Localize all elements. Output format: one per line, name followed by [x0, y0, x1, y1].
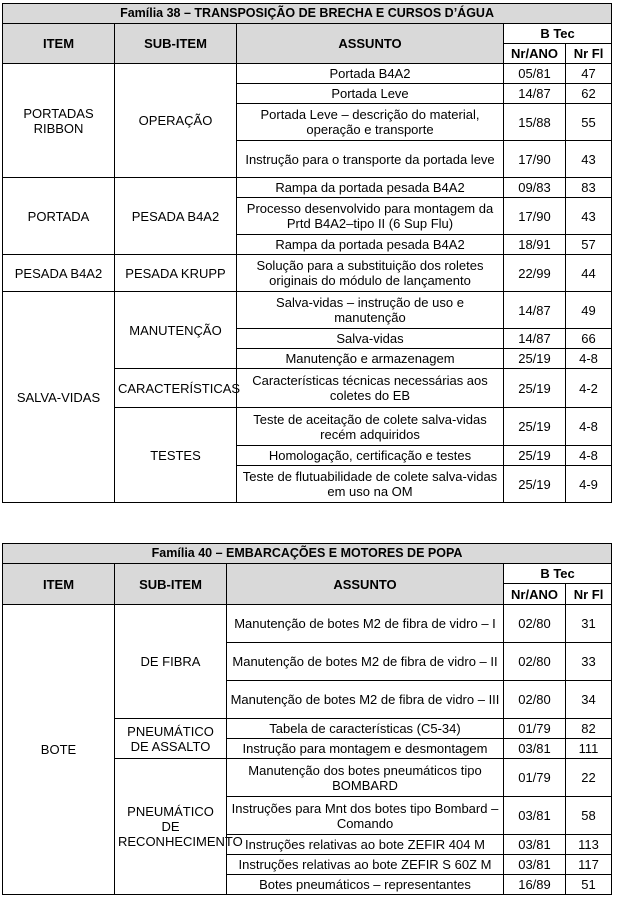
nrano-cell: 17/90 [504, 141, 566, 178]
nrano-cell: 15/88 [504, 104, 566, 141]
nrano-cell: 14/87 [504, 329, 566, 349]
subitem-cell: CARACTERÍSTICAS [115, 369, 237, 408]
assunto-cell: Botes pneumáticos – representantes [227, 875, 504, 895]
nrano-cell: 01/79 [504, 759, 566, 797]
nrano-cell: 25/19 [504, 369, 566, 408]
subitem-cell: PNEUMÁTICO DE ASSALTO [115, 719, 227, 759]
header-nrano: Nr/ANO [504, 44, 566, 64]
assunto-cell: Portada B4A2 [237, 64, 504, 84]
table-row [3, 292, 612, 329]
table-title: Família 38 – TRANSPOSIÇÃO DE BRECHA E CURSOS D’ÁGUA [3, 4, 612, 24]
nrano-cell: 25/19 [504, 466, 566, 503]
nrfl-cell: 111 [566, 739, 612, 759]
subitem-cell: PNEUMÁTICO DE RECONHECIMENTO [115, 759, 227, 895]
header-btec: B Tec [504, 564, 612, 584]
nrano-cell: 25/19 [504, 446, 566, 466]
item-cell: SALVA-VIDAS [3, 292, 115, 503]
nrano-cell: 03/81 [504, 855, 566, 875]
assunto-cell: Instrução para montagem e desmontagem [227, 739, 504, 759]
nrfl-cell: 4-8 [566, 408, 612, 446]
nrfl-cell: 55 [566, 104, 612, 141]
nrano-cell: 02/80 [504, 605, 566, 643]
assunto-cell: Instruções para Mnt dos botes tipo Bombard – Comando [227, 797, 504, 835]
assunto-cell: Solução para a substituição dos roletes originais do módulo de lançamento [237, 255, 504, 292]
subitem-cell: PESADA B4A2 [115, 178, 237, 255]
item-cell: BOTE [3, 605, 115, 895]
assunto-cell: Instrução para o transporte da portada leve [237, 141, 504, 178]
subitem-cell: MANUTENÇÃO [115, 292, 237, 369]
table-row [3, 64, 612, 84]
nrfl-cell: 4-8 [566, 349, 612, 369]
assunto-cell: Teste de aceitação de colete salva-vidas recém adquiridos [237, 408, 504, 446]
table-row [3, 178, 612, 198]
assunto-cell: Portada Leve [237, 84, 504, 104]
nrano-cell: 05/81 [504, 64, 566, 84]
nrfl-cell: 82 [566, 719, 612, 739]
nrano-cell: 22/99 [504, 255, 566, 292]
assunto-cell: Rampa da portada pesada B4A2 [237, 235, 504, 255]
header-item: ITEM [3, 564, 115, 605]
nrano-cell: 25/19 [504, 408, 566, 446]
nrano-cell: 09/83 [504, 178, 566, 198]
nrano-cell: 02/80 [504, 681, 566, 719]
nrfl-cell: 43 [566, 141, 612, 178]
subitem-cell: TESTES [115, 408, 237, 503]
assunto-cell: Tabela de características (C5-34) [227, 719, 504, 739]
assunto-cell: Instruções relativas ao bote ZEFIR 404 M [227, 835, 504, 855]
nrfl-cell: 4-8 [566, 446, 612, 466]
assunto-cell: Portada Leve – descrição do material, operação e transporte [237, 104, 504, 141]
nrfl-cell: 43 [566, 198, 612, 235]
item-cell: PESADA B4A2 [3, 255, 115, 292]
table-row [3, 255, 612, 292]
nrfl-cell: 58 [566, 797, 612, 835]
nrfl-cell: 33 [566, 643, 612, 681]
nrfl-cell: 57 [566, 235, 612, 255]
assunto-cell: Manutenção de botes M2 de fibra de vidro – II [227, 643, 504, 681]
nrano-cell: 03/81 [504, 797, 566, 835]
assunto-cell: Manutenção de botes M2 de fibra de vidro – III [227, 681, 504, 719]
item-cell: PORTADA [3, 178, 115, 255]
nrfl-cell: 47 [566, 64, 612, 84]
header-item: ITEM [3, 24, 115, 64]
header-subitem: SUB-ITEM [115, 564, 227, 605]
assunto-cell: Teste de flutuabilidade de colete salva-vidas em uso na OM [237, 466, 504, 503]
nrano-cell: 14/87 [504, 84, 566, 104]
nrano-cell: 03/81 [504, 835, 566, 855]
nrano-cell: 02/80 [504, 643, 566, 681]
nrfl-cell: 62 [566, 84, 612, 104]
table-row [3, 605, 612, 643]
header-subitem: SUB-ITEM [115, 24, 237, 64]
assunto-cell: Salva-vidas – instrução de uso e manutenção [237, 292, 504, 329]
subitem-cell: PESADA KRUPP [115, 255, 237, 292]
nrfl-cell: 4-9 [566, 466, 612, 503]
nrano-cell: 17/90 [504, 198, 566, 235]
nrfl-cell: 83 [566, 178, 612, 198]
nrfl-cell: 4-2 [566, 369, 612, 408]
nrano-cell: 03/81 [504, 739, 566, 759]
nrfl-cell: 31 [566, 605, 612, 643]
subitem-cell: OPERAÇÃO [115, 64, 237, 178]
nrfl-cell: 34 [566, 681, 612, 719]
nrfl-cell: 117 [566, 855, 612, 875]
nrfl-cell: 51 [566, 875, 612, 895]
header-btec: B Tec [504, 24, 612, 44]
familia-40-table [2, 543, 612, 895]
assunto-cell: Manutenção de botes M2 de fibra de vidro – I [227, 605, 504, 643]
assunto-cell: Homologação, certificação e testes [237, 446, 504, 466]
assunto-cell: Manutenção e armazenagem [237, 349, 504, 369]
nrano-cell: 14/87 [504, 292, 566, 329]
assunto-cell: Instruções relativas ao bote ZEFIR S 60Z M [227, 855, 504, 875]
nrano-cell: 16/89 [504, 875, 566, 895]
assunto-cell: Processo desenvolvido para montagem da Prtd B4A2–tipo II (6 Sup Flu) [237, 198, 504, 235]
nrfl-cell: 44 [566, 255, 612, 292]
nrfl-cell: 22 [566, 759, 612, 797]
assunto-cell: Características técnicas necessárias aos coletes do EB [237, 369, 504, 408]
nrfl-cell: 66 [566, 329, 612, 349]
nrano-cell: 25/19 [504, 349, 566, 369]
nrano-cell: 01/79 [504, 719, 566, 739]
familia-38-table [2, 3, 612, 503]
nrfl-cell: 113 [566, 835, 612, 855]
item-cell: PORTADAS RIBBON [3, 64, 115, 178]
nrano-cell: 18/91 [504, 235, 566, 255]
header-nrfl: Nr Fl [566, 584, 612, 605]
assunto-cell: Manutenção dos botes pneumáticos tipo BOMBARD [227, 759, 504, 797]
header-nrfl: Nr Fl [566, 44, 612, 64]
assunto-cell: Salva-vidas [237, 329, 504, 349]
assunto-cell: Rampa da portada pesada B4A2 [237, 178, 504, 198]
header-assunto: ASSUNTO [227, 564, 504, 605]
table-title: Família 40 – EMBARCAÇÕES E MOTORES DE POPA [3, 544, 612, 564]
header-nrano: Nr/ANO [504, 584, 566, 605]
nrfl-cell: 49 [566, 292, 612, 329]
subitem-cell: DE FIBRA [115, 605, 227, 719]
header-assunto: ASSUNTO [237, 24, 504, 64]
